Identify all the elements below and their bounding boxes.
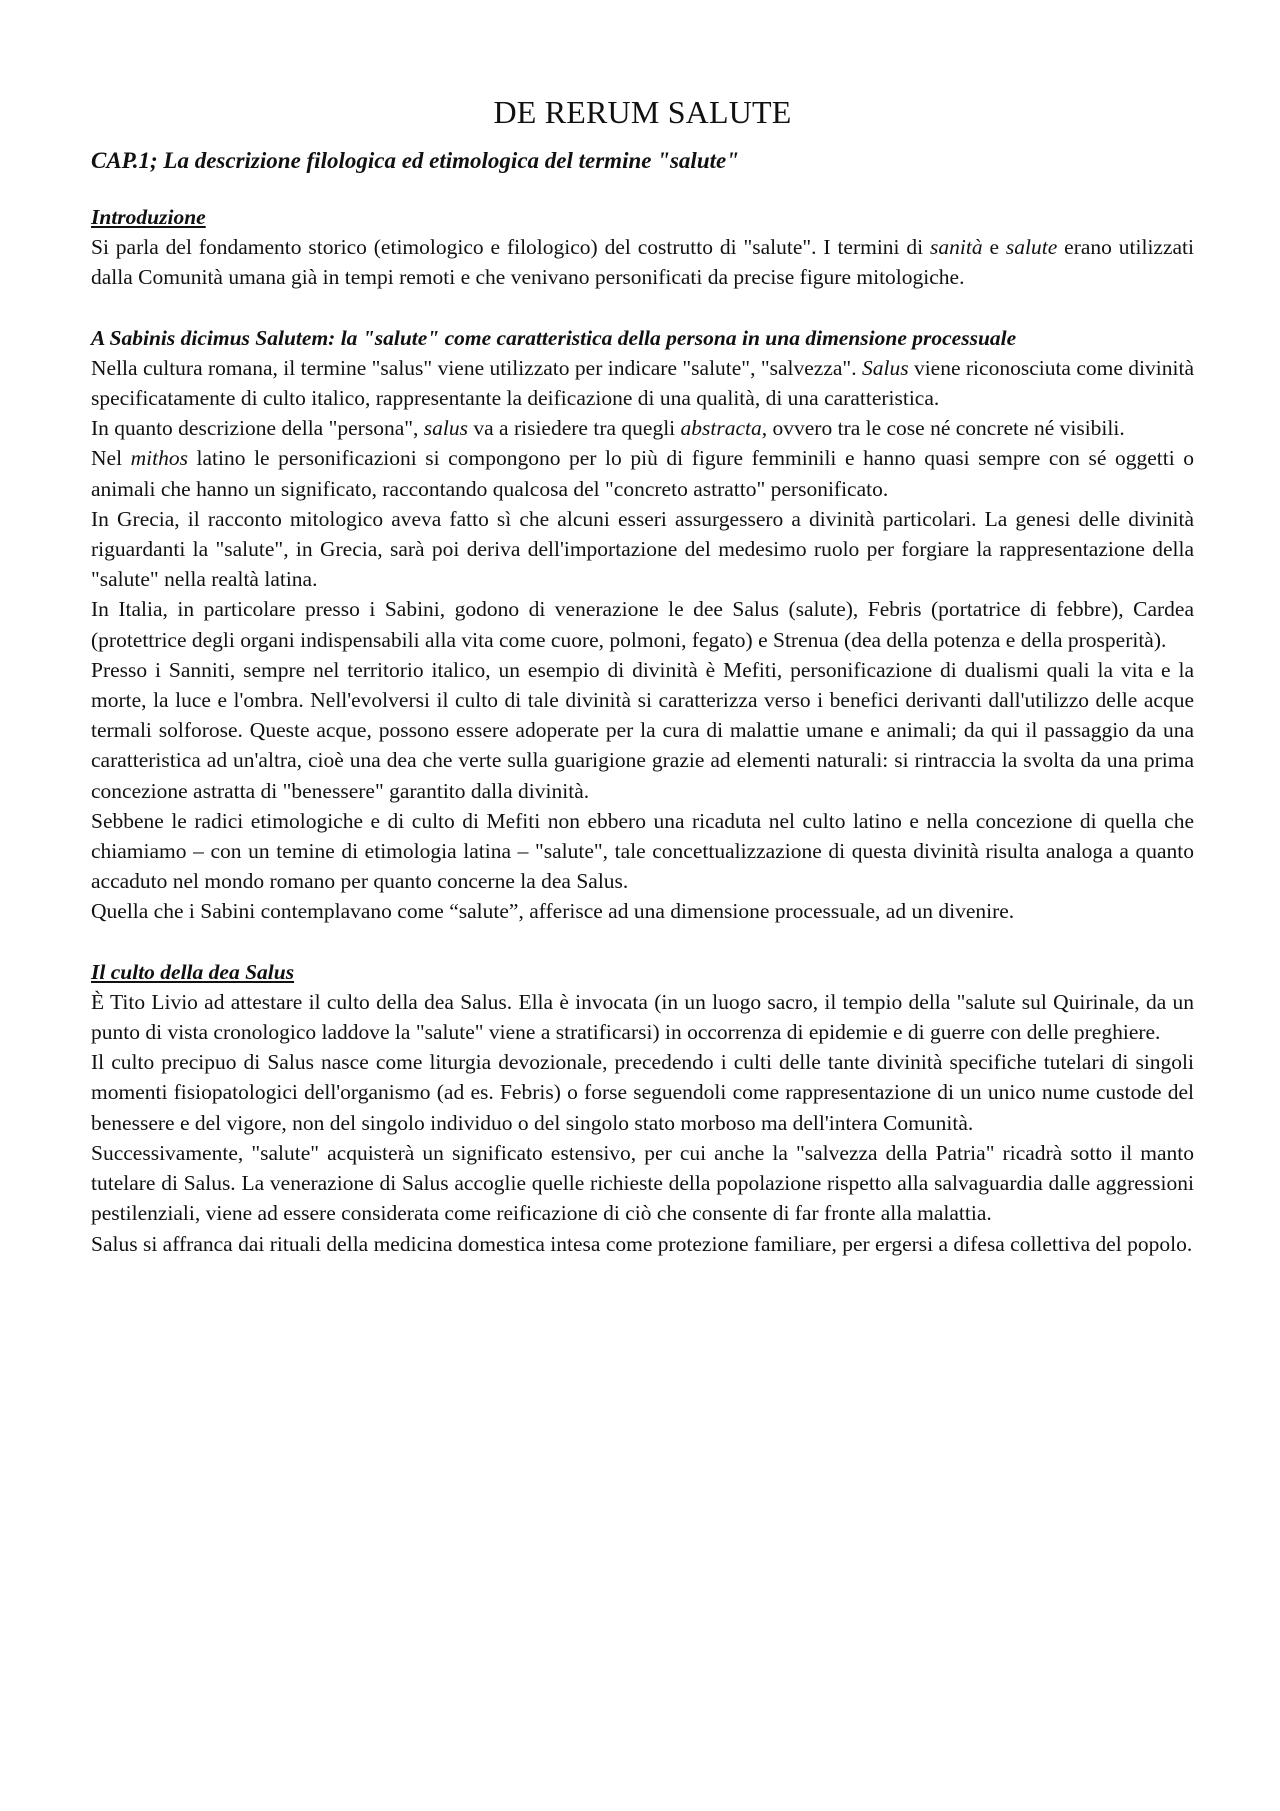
paragraph: Successivamente, "salute" acquisterà un significato estensivo, per cui anche la "salvezza della Patria" ricadrà sotto il manto tutelare di Salus. La venerazione di Salus accoglie quelle richieste della popolazione rispetto alla salvaguardia dalle aggressioni pestilenziali, viene ad essere considerata come reificazione di ciò che consente di far fronte alla malattia.: [91, 1140, 1194, 1226]
paragraph: Salus si affranca dai rituali della medicina domestica intesa come protezione familiare, per ergersi a difesa collettiva del popolo.: [91, 1231, 1193, 1256]
document-title: DE RERUM SALUTE: [493, 94, 792, 130]
section-heading: Il culto della dea Salus: [91, 959, 295, 984]
paragraph: Nel mithos latino le personificazioni si compongono per lo più di figure femminili e hanno quasi sempre con sé oggetti o animali che hanno un significato, raccontando qualcosa del "concreto astratto" personificato.: [91, 446, 1194, 501]
paragraph: Il culto precipuo di Salus nasce come liturgia devozionale, precedendo i culti delle tante divinità specifiche tutelari di singoli momenti fisiopatologici dell'organismo (ad es. Febris) o forse seguendoli come rappresentazione di un unico nume custode del benessere e del vigore, non del singolo individuo o del singolo stato morboso ma dell'intera Comunità.: [91, 1050, 1194, 1135]
paragraph: In quanto descrizione della "persona", salus va a risiedere tra quegli abstracta, ovvero tra le cose né concrete né visibili.: [91, 416, 1125, 441]
paragraph: Nella cultura romana, il termine "salus" viene utilizzato per indicare "salute", "salvezza". Salus viene riconosciuta come divinità specificatamente di culto italico, rappresentante la deificazione di una qualità, di una caratteristica.: [91, 355, 1194, 411]
section-heading: A Sabinis dicimus Salutem: la "salute" come caratteristica della persona in una dimensione processuale: [91, 325, 1017, 350]
paragraph: È Tito Livio ad attestare il culto della dea Salus. Ella è invocata (in un luogo sacro, il tempio della "salute sul Quirinale, da un punto di vista cronologico laddove la "salute" viene a stratificarsi) in occorrenza di epidemie e di guerre con delle preghiere.: [91, 989, 1194, 1045]
chapter-heading: CAP.1; La descrizione filologica ed etimologica del termine "salute": [91, 148, 739, 173]
section-heading: Introduzione: [91, 205, 206, 229]
section-a-sabinis: [91, 323, 1194, 927]
paragraph: Quella che i Sabini contemplavano come “salute”, afferisce ad una dimensione processuale, ad un divenire.: [91, 899, 1015, 924]
paragraph: Si parla del fondamento storico (etimologico e filologico) del costrutto di "salute". I termini di sanità e salute erano utilizzati dalla Comunità umana già in tempi remoti e che venivano personificati da precise figure mitologiche.: [91, 235, 1195, 290]
paragraph: In Grecia, il racconto mitologico aveva fatto sì che alcuni esseri assurgessero a divinità particolari. La genesi delle divinità riguardanti la "salute", in Grecia, sarà poi deriva dell'importazione del medesimo ruolo per forgiare la rappresentazione della "salute" nella realtà latina.: [91, 506, 1194, 592]
document-page: [91, 92, 1194, 1289]
section-introduzione: [91, 202, 1194, 293]
section-culto-salus: [91, 957, 1194, 1259]
paragraph: In Italia, in particolare presso i Sabini, godono di venerazione le dee Salus (salute), Febris (portatrice di febbre), Cardea (protettrice degli organi indispensabili alla vita come cuore, polmoni, fegato) e Strenua (dea della potenza e della prosperità).: [91, 597, 1194, 652]
paragraph: Presso i Sanniti, sempre nel territorio italico, un esempio di divinità è Mefiti, personificazione di dualismi quali la vita e la morte, la luce e l'ombra. Nell'evolversi il culto di tale divinità si caratterizza verso i benefici derivanti dall'utilizzo delle acque termali solforose. Queste acque, possono essere adoperate per la cura di malattie umane e animali; da qui il passaggio da una caratteristica ad un'altra, cioè una dea che verte sulla guarigione grazie ad elementi naturali: si rintraccia la svolta da una prima concezione astratta di "benessere" garantito dalla divinità.: [91, 657, 1194, 803]
paragraph: Sebbene le radici etimologiche e di culto di Mefiti non ebbero una ricaduta nel culto latino e nella concezione di quella che chiamiamo – con un temine di etimologia latina – "salute", tale concettualizzazione di questa divinità risulta analoga a quanto accaduto nel mondo romano per quanto concerne la dea Salus.: [91, 808, 1194, 894]
